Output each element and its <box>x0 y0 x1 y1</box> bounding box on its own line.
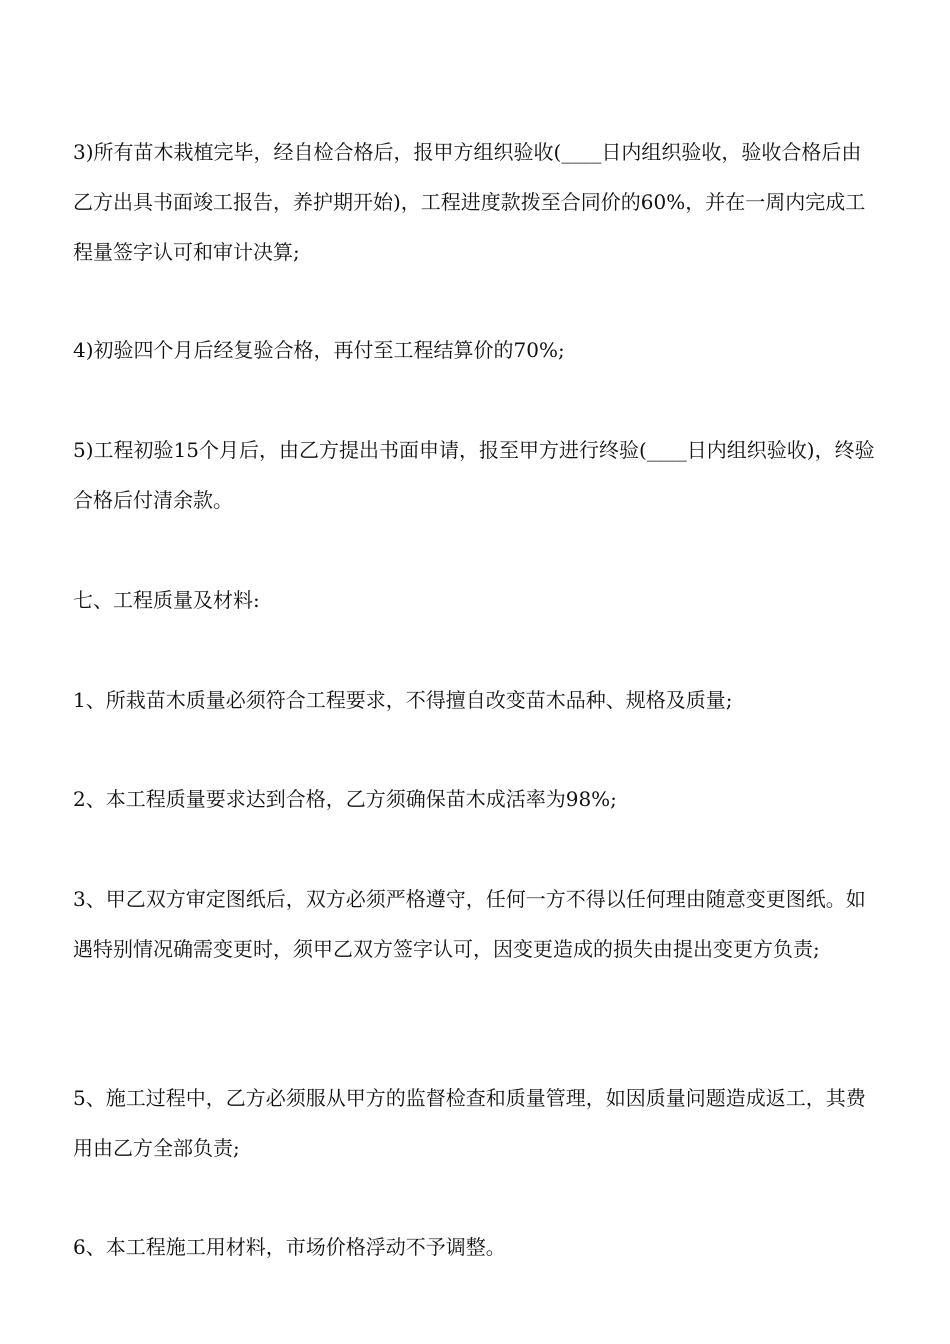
section-heading-quality-materials: 七、工程质量及材料: <box>73 588 260 612</box>
acceptance-payment-clause-4: 4)初验四个月后经复验合格，再付至工程结算价的70%; <box>73 338 565 362</box>
acceptance-payment-clause-3: 3)所有苗木栽植完毕，经自检合格后，报甲方组织验收(____日内组织验收，验收合格后由乙方出具书面竣工报告，养护期开始)，工程进度款拨至合同价的60%，并在一周内完成工程量签字认可和审计决算; <box>73 140 866 264</box>
quality-clause-2: 2、本工程质量要求达到合格，乙方须确保苗木成活率为98%; <box>73 787 617 811</box>
quality-clause-3: 3、甲乙双方审定图纸后，双方必须严格遵守，任何一方不得以任何理由随意变更图纸。如遇特别情况确需变更时，须甲乙双方签字认可，因变更造成的损失由提出变更方负责; <box>73 887 866 961</box>
acceptance-payment-clause-5: 5)工程初验15个月后，由乙方提出书面申请，报至甲方进行终验(____日内组织验收)，终验合格后付清余款。 <box>73 438 875 512</box>
quality-clause-1: 1、所栽苗木质量必须符合工程要求，不得擅自改变苗木品种、规格及质量; <box>73 688 733 712</box>
quality-clause-5: 5、施工过程中，乙方必须服从甲方的监督检查和质量管理，如因质量问题造成返工，其费用由乙方全部负责; <box>73 1086 866 1160</box>
quality-clause-6: 6、本工程施工用材料，市场价格浮动不予调整。 <box>73 1235 506 1259</box>
